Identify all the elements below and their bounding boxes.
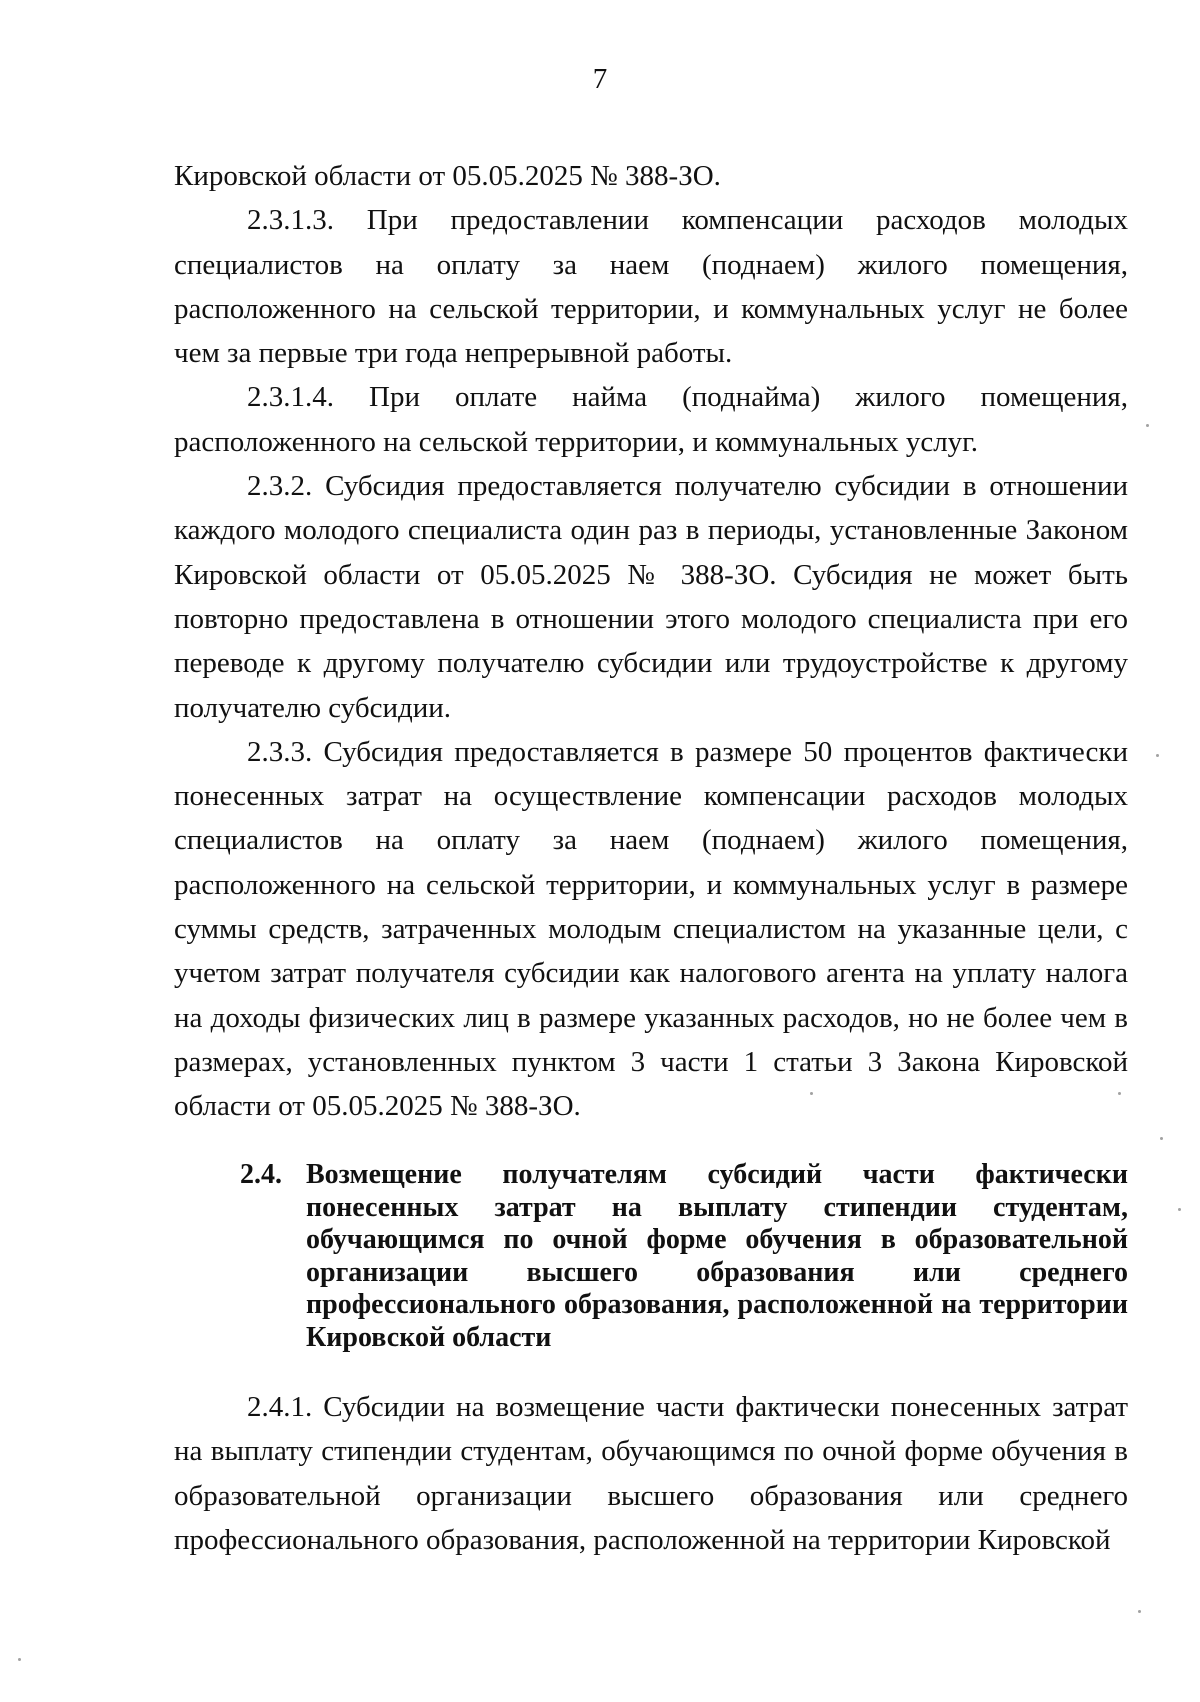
body-text-top: [174, 154, 1128, 1129]
page-number: 7: [592, 63, 608, 95]
scan-speck: [1118, 1092, 1121, 1095]
scan-speck: [810, 1092, 813, 1095]
paragraph-2-4-1: 2.4.1. Субсидии на возмещение части фактически понесенных затрат на выплату стипендии студентам, обучающимся по очной форме обучения в образовательной организации высшего образования или среднего профессионального образования, расположенной на территории Кировской: [174, 1391, 1128, 1556]
scan-speck: [1138, 1610, 1141, 1613]
paragraph-2-3-3: 2.3.3. Субсидия предоставляется в размере 50 процентов фактически понесенных затрат на осуществление компенсации расходов молодых специалистов на оплату за наем (поднаем) жилого помещения, расположенного на сельской территории, и коммунальных услуг в размере суммы средств, затраченных молодым специалистом на указанные цели, с учетом затрат получателя субсидии как налогового агента на уплату налога на доходы физических лиц в размере указанных расходов, но не более чем в размерах, установленных пунктом 3 части 1 статьи 3 Закона Кировской области от 05.05.2025 № 388-ЗО.: [174, 735, 1128, 1123]
body-text-bottom: [174, 1385, 1128, 1562]
scan-speck: [18, 1658, 21, 1661]
scan-speck: [1178, 1208, 1181, 1211]
paragraph-continuation: Кировской области от 05.05.2025 № 388-ЗО.: [174, 160, 721, 192]
section-heading-number: 2.4.: [240, 1159, 282, 1190]
section-heading-text: Возмещение получателям субсидий части фактически понесенных затрат на выплату стипендии студентам, обучающимся по очной форме обучения в образовательной организации высшего образования или среднего профессионального образования, расположенной на территории Кировской области: [306, 1159, 1128, 1353]
scan-speck: [1146, 424, 1149, 427]
paragraph-2-3-2: 2.3.2. Субсидия предоставляется получателю субсидии в отношении каждого молодого специалиста один раз в периоды, установленные Законом Кировской области от 05.05.2025 № 388-ЗО. Субсидия не может быть повторно предоставлена в отношении этого молодого специалиста при его переводе к другому получателю субсидии или трудоустройстве к другому получателю субсидии.: [174, 470, 1128, 724]
paragraph-2-3-1-4: 2.3.1.4. При оплате найма (поднайма) жилого помещения, расположенного на сельской территории, и коммунальных услуг.: [174, 381, 1128, 458]
section-heading-2-4: [240, 1159, 1128, 1354]
scan-speck: [1160, 1137, 1163, 1140]
scan-speck: [1156, 754, 1159, 757]
paragraph-2-3-1-3: 2.3.1.3. При предоставлении компенсации расходов молодых специалистов на оплату за наем (поднаем) жилого помещения, расположенного на сельской территории, и коммунальных услуг не более чем за первые три года непрерывной работы.: [174, 204, 1128, 370]
